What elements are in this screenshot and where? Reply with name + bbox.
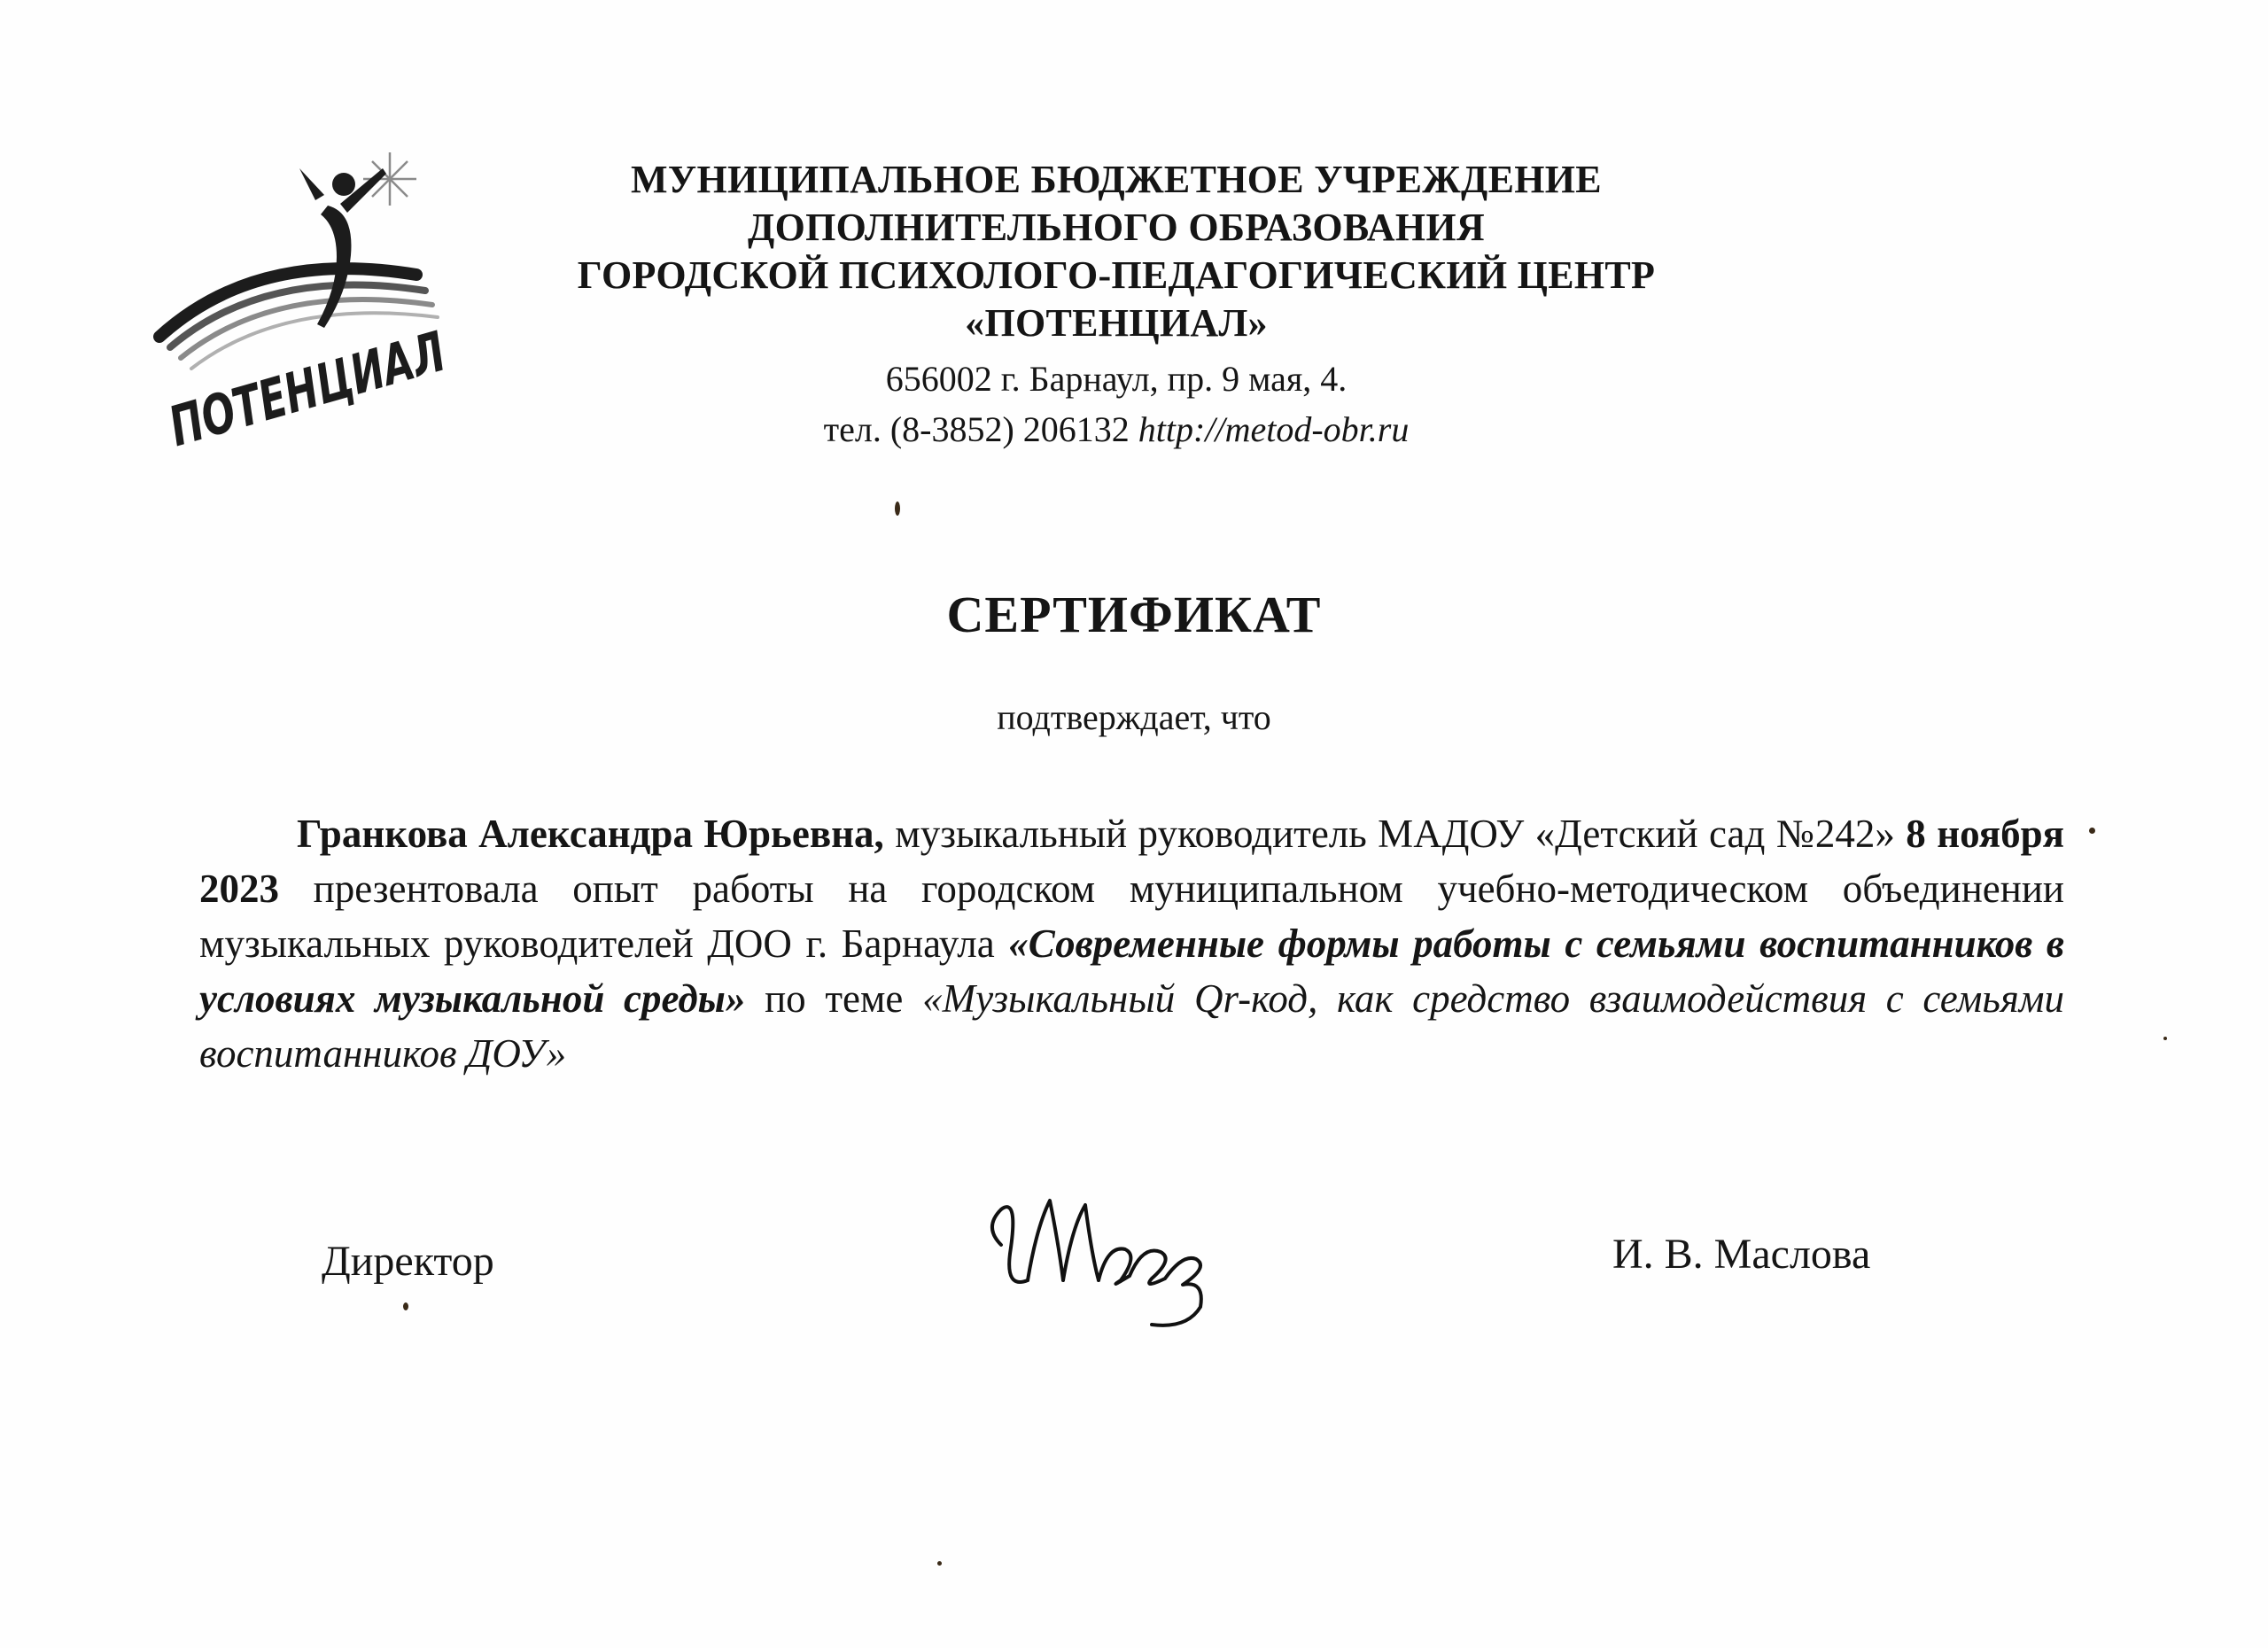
certificate-title: СЕРТИФИКАТ [946,586,1322,643]
org-phone: тел. (8-3852) 206132 [823,409,1138,449]
certificate-subtitle: подтверждает, что [997,697,1271,737]
presentation-topic: «Музыкальный Qr-код, как средство взаимодействия с семьями воспитанников ДОУ» [199,976,2064,1076]
scan-speck [895,501,900,516]
organization-header [496,156,1736,454]
org-name-line: ГОРОДСКОЙ ПСИХОЛОГО-ПЕДАГОГИЧЕСКИЙ ЦЕНТР [577,253,1656,297]
org-name-line: ДОПОЛНИТЕЛЬНОГО ОБРАЗОВАНИЯ [748,206,1485,249]
body-text-part: по теме [745,976,923,1021]
org-address: 656002 г. Барнаул, пр. 9 мая, 4. [885,359,1348,399]
signatory-name: И. В. Маслова [1612,1231,1871,1278]
org-contacts [496,406,1736,454]
scan-speck [2163,1037,2167,1040]
body-text-part: музыкальный руководитель МАДОУ «Детский сад №242» [883,812,1907,856]
handwritten-signature [975,1174,1240,1333]
event-title: «Современные формы работы с семьями воспитанников в условиях музыкальной среды» [199,921,2064,1021]
org-name-line: «ПОТЕНЦИАЛ» [965,301,1268,345]
org-name-line: МУНИЦИПАЛЬНОЕ БЮДЖЕТНОЕ УЧРЕЖДЕНИЕ [631,158,1602,201]
certificate-body [199,806,2064,1081]
scan-speck [403,1302,408,1310]
scan-speck [2089,828,2095,834]
org-website-link[interactable]: http://metod-obr.ru [1138,409,1410,449]
logo-text: ПОТЕНЦИАЛ [161,286,563,460]
event-date: 8 ноября 2023 [199,812,2064,911]
scan-speck [937,1561,942,1566]
body-text-part: презентовала опыт работы на городском муниципальном учебно-методическом объединении музыкальных руководителей ДОО г. Барнаула [199,867,2064,966]
signatory-position: Директор [322,1238,494,1285]
recipient-name: Гранкова Александра Юрьевна, [297,812,884,856]
potential-logo [151,142,563,460]
